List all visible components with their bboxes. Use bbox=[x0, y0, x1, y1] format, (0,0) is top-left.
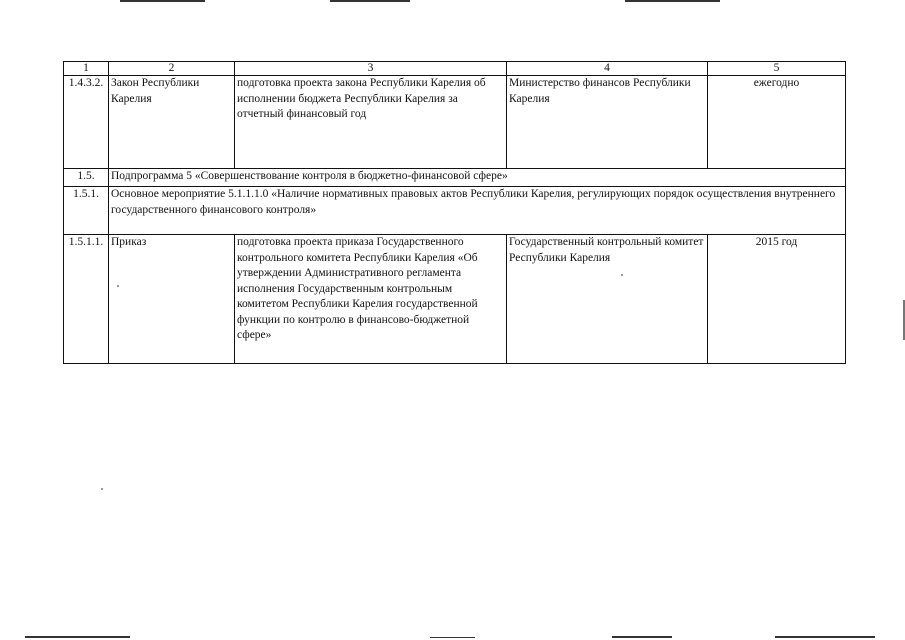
scan-edge-mark bbox=[625, 0, 720, 2]
row-number: 1.4.3.2. bbox=[64, 76, 109, 169]
subprogram-title: Подпрограмма 5 «Совершенствование контроля в бюджетно-финансовой сфере» bbox=[109, 169, 846, 187]
header-row bbox=[64, 62, 846, 76]
activity-content: подготовка проекта приказа Государственного контрольного комитета Республики Карелия «Об утверждении Административного регламента исполнения Государственным контрольным комитетом Республики Карелия государственной функции по контролю в финансово-бюджетной сфере» bbox=[235, 235, 507, 364]
table-row-law bbox=[64, 76, 846, 169]
row-number: 1.5.1.1. bbox=[64, 235, 109, 364]
activity-content: подготовка проекта закона Республики Карелия об исполнении бюджета Республики Карелия за отчетный финансовый год bbox=[235, 76, 507, 169]
scan-speck bbox=[101, 488, 103, 490]
column-header: 2 bbox=[109, 62, 235, 76]
scan-edge-mark bbox=[775, 636, 875, 638]
plan-table bbox=[63, 61, 846, 364]
table-row-subprogram bbox=[64, 169, 846, 187]
responsible-executor: Министерство финансов Республики Карелия bbox=[507, 76, 708, 169]
document-type: Приказ bbox=[109, 235, 235, 364]
row-number: 1.5.1. bbox=[64, 187, 109, 235]
column-header: 3 bbox=[235, 62, 507, 76]
scan-edge-mark bbox=[430, 637, 475, 638]
column-header: 4 bbox=[507, 62, 708, 76]
deadline: 2015 год bbox=[708, 235, 846, 364]
table-row-order bbox=[64, 235, 846, 364]
document-type: Закон Республики Карелия bbox=[109, 76, 235, 169]
scan-edge-mark bbox=[120, 0, 205, 2]
row-number: 1.5. bbox=[64, 169, 109, 187]
column-header: 1 bbox=[64, 62, 109, 76]
scan-edge-mark bbox=[330, 0, 410, 2]
responsible-executor: Государственный контрольный комитет Республики Карелия bbox=[507, 235, 708, 364]
deadline: ежегодно bbox=[708, 76, 846, 169]
scan-edge-mark bbox=[612, 636, 672, 638]
main-activity-title: Основное мероприятие 5.1.1.1.0 «Наличие нормативных правовых актов Республики Карелия, регулирующих порядок осуществления внутреннего государственного финансового контроля» bbox=[109, 187, 846, 235]
scan-edge-mark bbox=[25, 636, 130, 638]
table-row-main-activity bbox=[64, 187, 846, 235]
column-header: 5 bbox=[708, 62, 846, 76]
